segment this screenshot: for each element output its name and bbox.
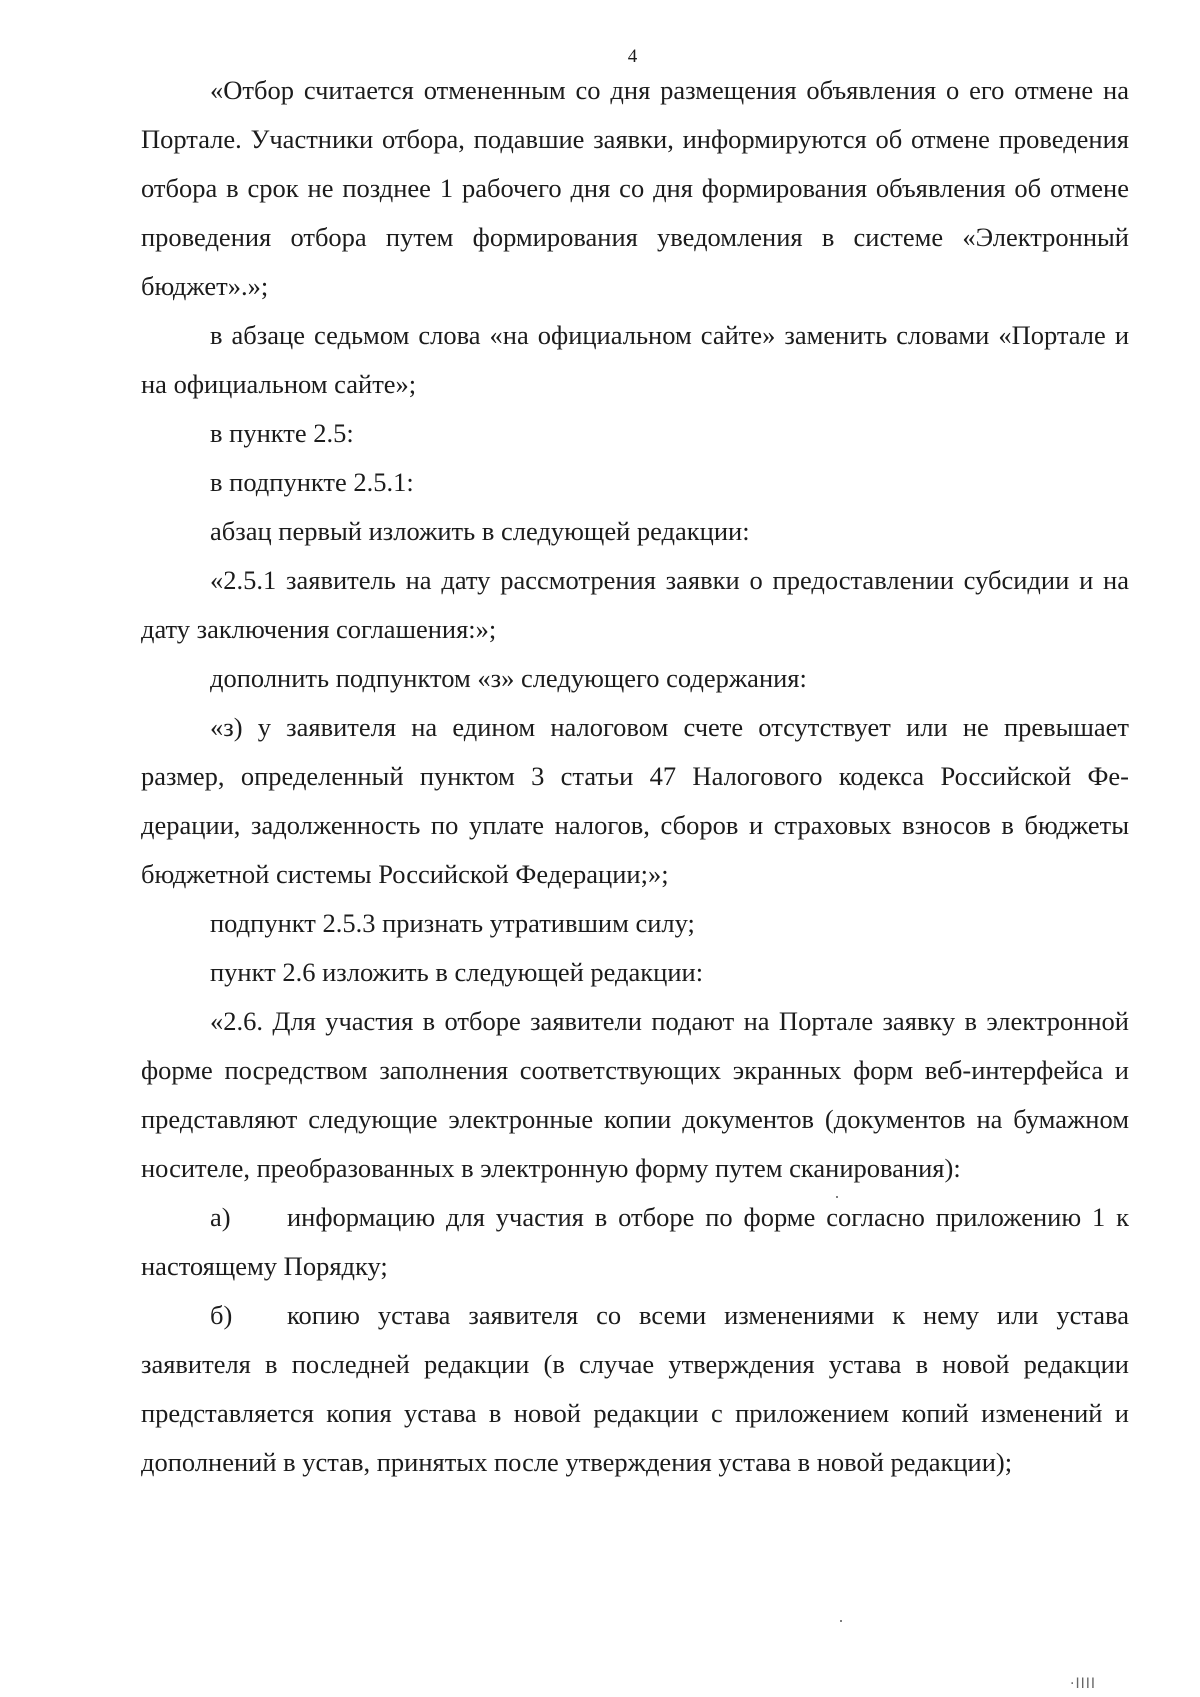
paragraph-point-2-6-edition: пункт 2.6 изложить в следующей редакции: bbox=[210, 957, 704, 987]
document-body bbox=[141, 66, 1129, 1487]
paragraph-seventh-abzac-change: в абзаце седьмом слова «на официальном сайте» заменить словами «Портале и на официальном сайте»; bbox=[141, 320, 1129, 399]
paragraph-first-abzac-edition: абзац первый изложить в следующей редакции: bbox=[210, 516, 750, 546]
scan-speck bbox=[836, 1196, 838, 1198]
paragraph-point-2-6-text: «2.6. Для участия в отборе заявители подают на Портале заявку в электронной форме посредством заполнения соответствующих экранных форм веб-интерфейса и представляют следующие электронные копии документов (документов на бумажном носителе, преобразованных в электронную форму путем сканирования): bbox=[141, 1006, 1129, 1183]
list-item-a bbox=[141, 1193, 1129, 1291]
page-number: 4 bbox=[627, 46, 638, 67]
paragraph-cancellation-notice: «Отбор считается отмененным со дня размещения объявления о его отмене на Портале. Участники отбора, подавшие заявки, информируются об отмене проведения отбора в срок не позднее 1 рабочего дня со дня формирования объявления об отмене проведения отбора путем формирования уведомления в системе «Электронный бюджет».»; bbox=[141, 75, 1129, 301]
paragraph-2-5-1-text: «2.5.1 заявитель на дату рассмотрения заявки о предоставлении субсидии и на дату заключения соглашения:»; bbox=[141, 565, 1129, 644]
list-item-b-text: копию устава заявителя со всеми изменениями к нему или устава заявителя в последней редакции (в случае утверждения устава в новой редакции представляется копия устава в новой редакции с приложением копий изменений и дополнений в устав, принятых после утверждения устава в новой редакции); bbox=[141, 1300, 1129, 1477]
list-marker-a: а) bbox=[210, 1202, 231, 1232]
list-marker-b: б) bbox=[210, 1300, 233, 1330]
list-item-a-text: информацию для участия в отборе по форме согласно приложению 1 к настоящему Порядку; bbox=[141, 1202, 1129, 1281]
paragraph-add-subpoint-z: дополнить подпунктом «з» следующего содержания: bbox=[210, 663, 807, 693]
paragraph-point-2-5: в пункте 2.5: bbox=[210, 418, 354, 448]
list-item-b bbox=[141, 1291, 1129, 1487]
scan-edge-mark: ·IIII bbox=[1070, 1676, 1096, 1692]
scan-speck bbox=[840, 1620, 842, 1622]
paragraph-subpoint-2-5-1: в подпункте 2.5.1: bbox=[210, 467, 414, 497]
paragraph-subpoint-2-5-3-void: подпункт 2.5.3 признать утратившим силу; bbox=[210, 908, 695, 938]
paragraph-subpoint-z-text: «з) у заявителя на едином налоговом счете отсутствует или не превышает размер, определенный пунктом 3 статьи 47 Налогового кодекса Российской Федерации, задолженность по уплате налогов, сборов и страховых взносов в бюджеты бюджетной системы Российской Федерации;»; bbox=[141, 712, 1129, 889]
